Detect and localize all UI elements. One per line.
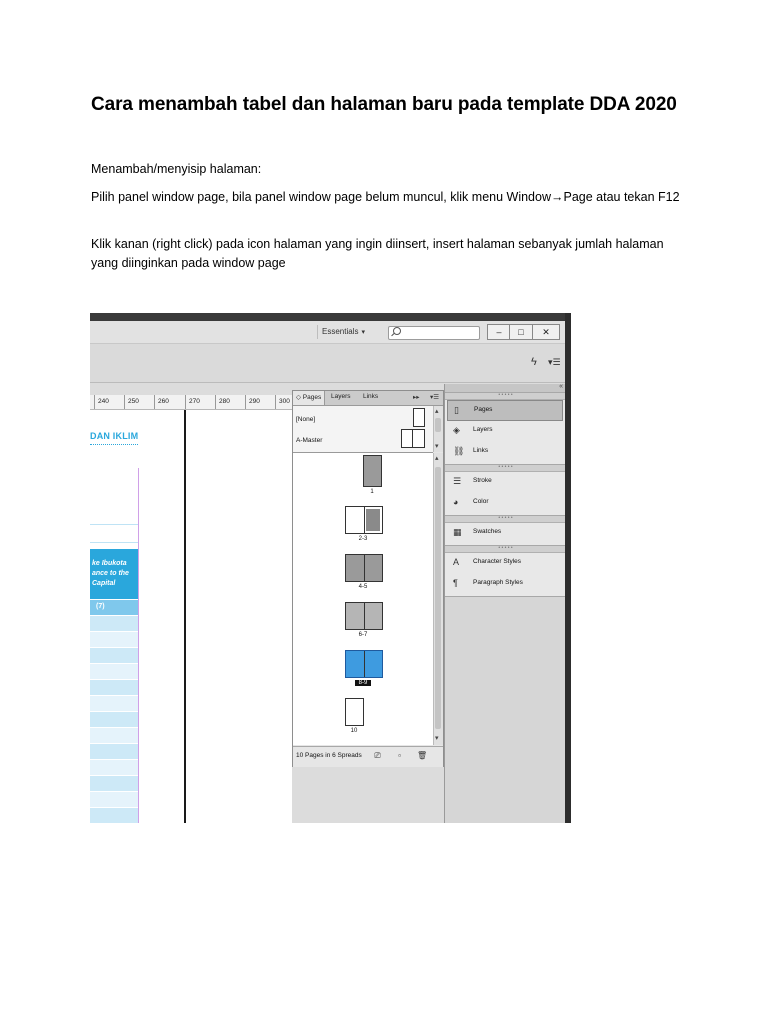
table-rule (90, 542, 138, 543)
page-label: 4-5 (358, 584, 368, 590)
ruler-tick-label: 290 (249, 398, 260, 405)
dock-empty-area (445, 597, 566, 823)
table-row (90, 760, 138, 775)
dock-item-label: Pages (474, 406, 493, 413)
scrollbar-thumb[interactable] (435, 467, 441, 729)
dock-item-label: Layers (473, 426, 493, 433)
margin-guide (138, 468, 139, 823)
table-rule (90, 524, 138, 525)
table-cell: (7) (96, 603, 105, 610)
dock-item-swatches[interactable] (447, 523, 561, 542)
dock-item-label: Swatches (473, 528, 502, 535)
master-none[interactable]: [None] (296, 416, 316, 423)
edit-page-size-icon[interactable]: ⎚ (374, 751, 381, 760)
pages-icon: ▯ (454, 405, 459, 415)
document-title: Cara menambah tabel dan halaman baru pada template DDA 2020 (91, 94, 677, 115)
table-row (90, 808, 138, 823)
workspace-switcher[interactable] (322, 327, 365, 336)
table-row (90, 616, 138, 631)
chevron-down-icon: ▾ (361, 329, 365, 336)
section-heading: Menambah/menyisip halaman: (91, 162, 262, 176)
table-row (90, 680, 138, 695)
dock-item-paragraph-styles[interactable] (447, 574, 561, 593)
panel-menu-icon[interactable]: ▾☰ (548, 357, 561, 367)
dock-item-pages[interactable] (447, 400, 563, 421)
table-header-line: ance to the (92, 570, 129, 577)
table-row (90, 792, 138, 807)
bar-divider (317, 325, 318, 339)
spread-4-5-thumbnail[interactable] (345, 554, 383, 582)
pages-panel (292, 390, 444, 767)
app-top-strip (90, 313, 571, 321)
dock-item-label: Paragraph Styles (473, 579, 523, 586)
application-bar (90, 321, 565, 344)
pasteboard (186, 410, 292, 823)
spread-8-9-thumbnail[interactable] (345, 650, 383, 678)
masters-section (293, 406, 433, 453)
horizontal-ruler (90, 395, 293, 410)
page-label-selected: 8-9 (355, 680, 371, 686)
ruler-tick-label: 250 (128, 398, 139, 405)
pages-panel-footer (293, 746, 443, 767)
table-row (90, 728, 138, 743)
search-icon (393, 327, 401, 335)
ruler-tick-label: 260 (158, 398, 169, 405)
dock-item-stroke[interactable] (447, 472, 561, 491)
dock-item-label: Color (473, 498, 489, 505)
table-row (90, 664, 138, 679)
help-search-input[interactable] (388, 326, 480, 340)
ruler-tick-label: 240 (98, 398, 109, 405)
table-row (90, 648, 138, 663)
tab-links[interactable]: Links (363, 393, 379, 400)
swatches-icon: ▦ (453, 527, 462, 537)
master-none-thumbnail[interactable] (413, 408, 425, 427)
table-row (90, 696, 138, 711)
panel-grip[interactable]: • • • • • (445, 546, 566, 553)
ruler-tick-label: 280 (219, 398, 230, 405)
table-header-line: ke Ibukota (92, 560, 127, 567)
ruler-tick-label: 300 (279, 398, 290, 405)
control-panel (90, 344, 565, 383)
workspace-label: Essentials (322, 327, 359, 336)
dock-item-label: Character Styles (473, 558, 522, 565)
scroll-up-icon[interactable]: ▴ (435, 408, 439, 415)
delete-page-icon[interactable]: 🗑 (417, 751, 428, 760)
page-count: 10 Pages in 6 Spreads (296, 752, 362, 759)
panel-grip[interactable]: • • • • • (445, 393, 566, 400)
page-label: 1 (370, 489, 374, 495)
scrollbar-thumb[interactable] (435, 418, 441, 432)
spread-2-3-thumbnail[interactable] (345, 506, 383, 534)
table-header-cell (90, 549, 138, 599)
master-a-thumbnail[interactable] (401, 429, 425, 448)
dock-item-color[interactable] (447, 493, 561, 512)
stroke-icon: ☰ (453, 476, 462, 486)
dock-item-label: Stroke (473, 477, 492, 484)
table-row (90, 600, 138, 615)
table-row (90, 712, 138, 727)
scroll-down-icon[interactable]: ▾ (435, 443, 439, 450)
scroll-down-icon[interactable]: ▾ (435, 735, 439, 742)
table-header-line: Capital (92, 580, 116, 587)
canvas-heading-text: DAN IKLIM (90, 431, 139, 441)
master-a[interactable]: A-Master (296, 437, 323, 444)
table-row (90, 744, 138, 759)
docked-panels (444, 384, 566, 823)
lightning-icon[interactable]: ϟ (531, 356, 537, 368)
new-page-icon[interactable]: ▫ (398, 751, 401, 760)
collapse-dock-icon[interactable]: « (559, 383, 563, 390)
dock-item-links[interactable] (447, 442, 561, 461)
spread-6-7-thumbnail[interactable] (345, 602, 383, 630)
heading-underline (90, 444, 138, 445)
page-thumbnails-list[interactable] (293, 453, 433, 745)
page-label: 6-7 (358, 632, 368, 638)
page-boundary (184, 410, 186, 823)
masters-scrollbar[interactable] (433, 406, 443, 452)
indesign-screenshot (90, 313, 571, 823)
dock-item-label: Links (473, 447, 489, 454)
panel-tabs (293, 391, 443, 406)
panel-grip[interactable]: • • • • • (445, 465, 566, 472)
instruction-paragraph-2: Klik kanan (right click) pada icon halaman yang ingin diinsert, insert halaman sebanyak jumlah halaman yang diinginkan pada window page (91, 237, 664, 270)
color-icon: ◕ (453, 497, 459, 507)
dock-item-layers[interactable] (447, 421, 561, 440)
links-icon: ⛓ (453, 446, 465, 456)
maximize-button[interactable]: □ (509, 324, 533, 340)
close-button[interactable]: ✕ (532, 324, 560, 340)
minimize-button[interactable]: – (487, 324, 511, 340)
panel-menu-icon[interactable]: ▾☰ (430, 394, 440, 401)
dock-item-character-styles[interactable] (447, 553, 561, 572)
tab-layers[interactable]: Layers (331, 393, 351, 400)
page-1-thumbnail[interactable] (363, 455, 382, 487)
layers-icon: ◈ (453, 425, 460, 435)
table-row (90, 776, 138, 791)
ruler-tick-label: 270 (189, 398, 200, 405)
panel-collapse-icon[interactable]: ▸▸ (413, 394, 420, 401)
table-row (90, 632, 138, 647)
paragraph-styles-icon: ¶ (453, 578, 458, 588)
page-label: 2-3 (358, 536, 368, 542)
instruction-paragraph-1: Pilih panel window page, bila panel window page belum muncul, klik menu Window→Page atau tekan F12 (91, 190, 680, 204)
page-10-thumbnail[interactable] (345, 698, 364, 726)
panel-grip[interactable]: • • • • • (445, 516, 566, 523)
scroll-up-icon[interactable]: ▴ (435, 455, 439, 462)
tab-pages[interactable]: ◇ Pages (293, 391, 325, 405)
page-label: 10 (350, 728, 358, 734)
character-styles-icon: A (453, 557, 460, 567)
pages-scrollbar[interactable] (433, 453, 443, 745)
window-edge (565, 313, 571, 823)
